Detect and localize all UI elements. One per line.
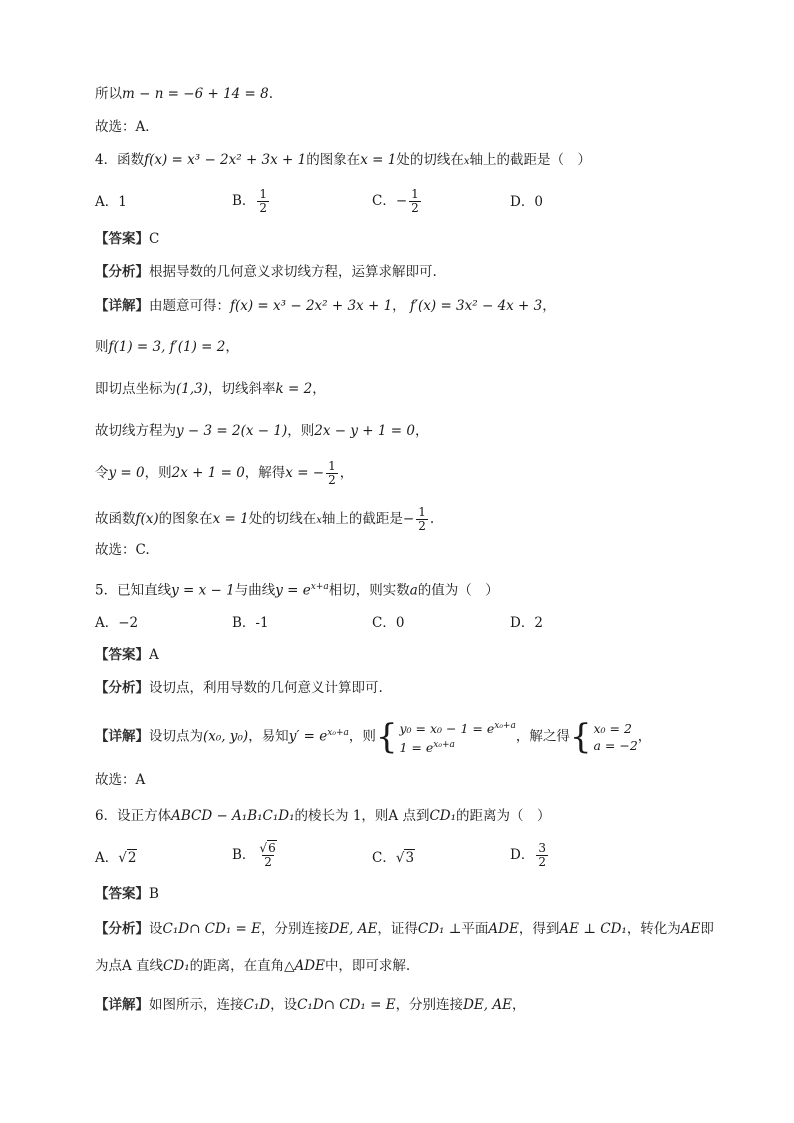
fraction [536, 842, 548, 869]
detail-line: 即切点坐标为(1,3)，切线斜率k = 2， [95, 381, 326, 397]
detail-tag: 【详解】 [95, 298, 149, 314]
formula: CD₁ [429, 808, 457, 824]
equation-system [569, 717, 638, 757]
formula: (x₀, y₀) [203, 728, 249, 745]
text: 中，即可求解. [324, 958, 411, 974]
question-number: 5． [95, 582, 118, 599]
fraction [257, 842, 278, 869]
formula: 2x + 1 = 0 [171, 465, 245, 481]
formula: f(x) = x³ − 2x² + 3x + 1 [144, 152, 307, 168]
label: B． [232, 193, 256, 209]
brace: { [375, 717, 398, 757]
text: 故切线方程为 [95, 423, 176, 439]
label: A． [95, 850, 119, 866]
text: ，转化为 [626, 921, 681, 937]
answer-tag: 【答案】 [95, 231, 149, 247]
text: 与曲线 [234, 582, 276, 599]
equation: x₀ = 2 [593, 721, 632, 736]
formula: x = − [285, 465, 325, 481]
formula: △ADE [284, 958, 325, 974]
text: ，得到 [518, 921, 560, 937]
text: 轴上的截距是− [321, 511, 415, 527]
analysis-tag: 【分析】 [95, 680, 149, 696]
text: 则 [95, 339, 109, 355]
question-5-stem [95, 577, 499, 601]
formula: x [463, 156, 470, 167]
equation [400, 718, 516, 737]
numerator: 1 [411, 187, 419, 201]
formula: x = 1 [360, 152, 397, 168]
question-number: 6． [95, 808, 118, 824]
formula: (1,3) [176, 381, 209, 397]
equation-system [376, 718, 516, 756]
text: 函数 [117, 152, 145, 168]
text: 即 [700, 921, 714, 937]
text: 所以 [95, 86, 122, 102]
text: ，设 [270, 997, 298, 1013]
formula: x₀+a [327, 728, 349, 738]
numerator: 1 [328, 459, 336, 473]
denominator: 2 [411, 201, 419, 215]
formula: x+a [310, 582, 329, 592]
denominator: 2 [538, 855, 546, 869]
question-6-stem [95, 806, 551, 826]
text: ，证得 [377, 921, 418, 937]
text: 的距离为（ ） [456, 808, 551, 824]
detail-tag: 【详解】 [95, 728, 149, 745]
denominator: 2 [259, 201, 268, 215]
label: C． [372, 850, 396, 866]
formula: AE [680, 921, 701, 937]
option-b [232, 188, 271, 215]
detail-line: 【详解】设切点为(x₀, y₀)，易知$y' = e^{x_0+a}$，则 { $y_0 = x_0 - 1 = e^{x_0+a}$ $1 = e^{x_0+a}$ ，解之得 { x₀ = 2 a = −2 ， [95, 717, 652, 757]
formula: CD₁ [163, 958, 190, 974]
analysis-line [95, 956, 410, 976]
fraction [257, 188, 269, 215]
text: ，则 [144, 465, 172, 481]
text: 处的切线在 [248, 511, 317, 527]
detail-line: 【详解】由题意可得：f(x) = x³ − 2x² + 3x + 1， f′(x) = 3x² − 4x + 3， [95, 298, 556, 314]
option-c [372, 188, 423, 215]
option-d: D．0 [510, 194, 543, 210]
text: 的棱长为 1，则A 点到 [294, 808, 430, 824]
formula: f(x) [135, 511, 159, 527]
text-line: 所以m − n = −6 + 14 = 8. [95, 86, 274, 102]
answer-line [95, 229, 159, 249]
equation-rows [400, 718, 516, 756]
fraction [409, 188, 421, 215]
detail-tag: 【详解】 [95, 997, 149, 1013]
text: 即切点坐标为 [95, 381, 176, 397]
analysis-line [95, 919, 714, 939]
denominator: 2 [328, 473, 336, 487]
formula: f′(x) = 3x² − 4x + 3 [409, 298, 543, 314]
sqrt: √2 [118, 850, 137, 866]
formula: DE, AE [328, 921, 378, 937]
label: D． [510, 847, 535, 863]
formula: CD₁ ⊥ [417, 921, 462, 937]
answer-value: A [149, 647, 159, 663]
formula: ABCD − A₁B₁C₁D₁ [171, 808, 295, 824]
formula: y₀ = x₀ − 1 = e [399, 721, 495, 736]
formula: C₁D∩ CD₁ = E [162, 921, 261, 937]
formula: m − n = −6 + 14 = 8 [122, 86, 269, 102]
option-a: A．−2 [95, 615, 139, 631]
text: 令 [95, 465, 109, 481]
text: 根据导数的几何意义求切线方程，运算求解即可. [149, 264, 437, 280]
analysis-line [95, 262, 437, 282]
answer-tag: 【答案】 [95, 647, 149, 663]
text-line: 故选：A． [95, 119, 159, 135]
detail-line: 令y = 0，则2x + 1 = 0，解得x = − $\frac{1}{2}$ ， [95, 459, 354, 487]
label: C．− [372, 193, 408, 209]
formula: k = 2 [275, 381, 313, 397]
option-c [372, 848, 415, 868]
text: 已知直线 [117, 582, 172, 599]
option-a [95, 848, 137, 868]
formula: x [316, 515, 322, 526]
formula: C₁D∩ CD₁ = E [297, 997, 396, 1013]
text: ，则 [348, 728, 376, 745]
label: B． [232, 847, 256, 863]
option-a: A．1 [95, 194, 127, 210]
text: ，解得 [244, 465, 286, 481]
text: 故函数 [95, 511, 136, 527]
brace: { [569, 717, 592, 757]
text: ，则 [287, 423, 315, 439]
formula: f(x) = x³ − 2x² + 3x + 1 [230, 298, 393, 314]
denominator: 2 [418, 519, 426, 533]
fraction [416, 506, 428, 533]
formula: y′ = e [288, 728, 328, 745]
radicand: 2 [127, 850, 137, 866]
text: ，易知 [248, 728, 289, 745]
text: 设正方体 [117, 808, 172, 824]
answer-line [95, 884, 159, 904]
text: 处的切线在 [396, 152, 464, 168]
detail-line: 故切线方程为y − 3 = 2(x − 1)，则2x − y + 1 = 0， [95, 423, 429, 439]
formula: ADE [488, 921, 519, 937]
radicand: 6 [268, 841, 276, 855]
equation [400, 737, 516, 756]
text: 为点A 直线 [95, 958, 164, 974]
equation: a = −2 [593, 738, 638, 753]
formula: a [409, 582, 418, 599]
choose-line: 故选：A [95, 772, 146, 788]
text: 如图所示，连接 [149, 997, 244, 1013]
text: ，分别连接 [260, 921, 329, 937]
formula: f(1) = 3, f′(1) = 2 [108, 339, 226, 355]
formula: 2x − y + 1 = 0 [314, 423, 415, 439]
analysis-tag: 【分析】 [95, 921, 149, 937]
fraction [326, 460, 338, 487]
numerator: 1 [259, 187, 268, 201]
denominator: 2 [264, 855, 272, 869]
option-b [232, 842, 281, 869]
formula: y = e [275, 582, 311, 599]
detail-line: 故函数f(x)的图象在x = 1处的切线在x轴上的截距是− $\frac{1}{2}$ . [95, 505, 435, 533]
text: 由题意可得： [149, 298, 230, 314]
formula: 1 = e [399, 740, 434, 756]
formula: x₀+a [494, 720, 516, 731]
answer-value: C [149, 231, 160, 247]
formula: y − 3 = 2(x − 1) [176, 423, 288, 439]
text: ，解之得 [515, 728, 570, 745]
text: 设切点为 [149, 728, 203, 745]
text: 的图象在 [158, 511, 213, 527]
text: 的值为（ ） [417, 582, 499, 599]
equation-rows [593, 720, 637, 754]
question-number: 4． [95, 152, 118, 168]
text: 设切点，利用导数的几何意义计算即可. [149, 680, 383, 696]
option-d: D．2 [510, 615, 543, 631]
formula: y = 0 [108, 465, 145, 481]
formula: x₀+a [433, 740, 455, 750]
text: ，切线斜率 [208, 381, 276, 397]
text: 的图象在 [306, 152, 361, 168]
text: 的距离，在直角 [189, 958, 285, 974]
text: 平面 [461, 921, 489, 937]
numerator: 3 [538, 841, 546, 855]
formula: C₁D [243, 997, 271, 1013]
option-d [510, 842, 550, 869]
text: ，分别连接 [395, 997, 464, 1013]
text: 轴上的截距是（ ） [469, 152, 591, 168]
text: 相切，则实数 [328, 582, 410, 599]
option-c: C．0 [372, 615, 405, 631]
detail-line: 则f(1) = 3, f′(1) = 2， [95, 339, 239, 355]
analysis-line [95, 678, 383, 698]
radicand: 3 [405, 850, 415, 866]
question-4-stem [95, 150, 591, 172]
formula: y = x − 1 [171, 582, 235, 599]
formula: AE ⊥ CD₁ [559, 921, 627, 937]
detail-line [95, 995, 525, 1015]
numerator: √6 [259, 841, 276, 855]
numerator: 1 [418, 505, 426, 519]
formula: DE, AE [463, 997, 512, 1013]
text: ， [511, 997, 526, 1013]
formula: x = 1 [212, 511, 249, 527]
text: 设 [149, 921, 163, 937]
choose-line: 故选：C. [95, 542, 150, 558]
option-b: B．-1 [232, 615, 269, 631]
analysis-tag: 【分析】 [95, 264, 149, 280]
answer-value: B [149, 886, 159, 902]
sqrt: √3 [395, 850, 415, 866]
answer-tag: 【答案】 [95, 886, 149, 902]
answer-line [95, 645, 159, 665]
